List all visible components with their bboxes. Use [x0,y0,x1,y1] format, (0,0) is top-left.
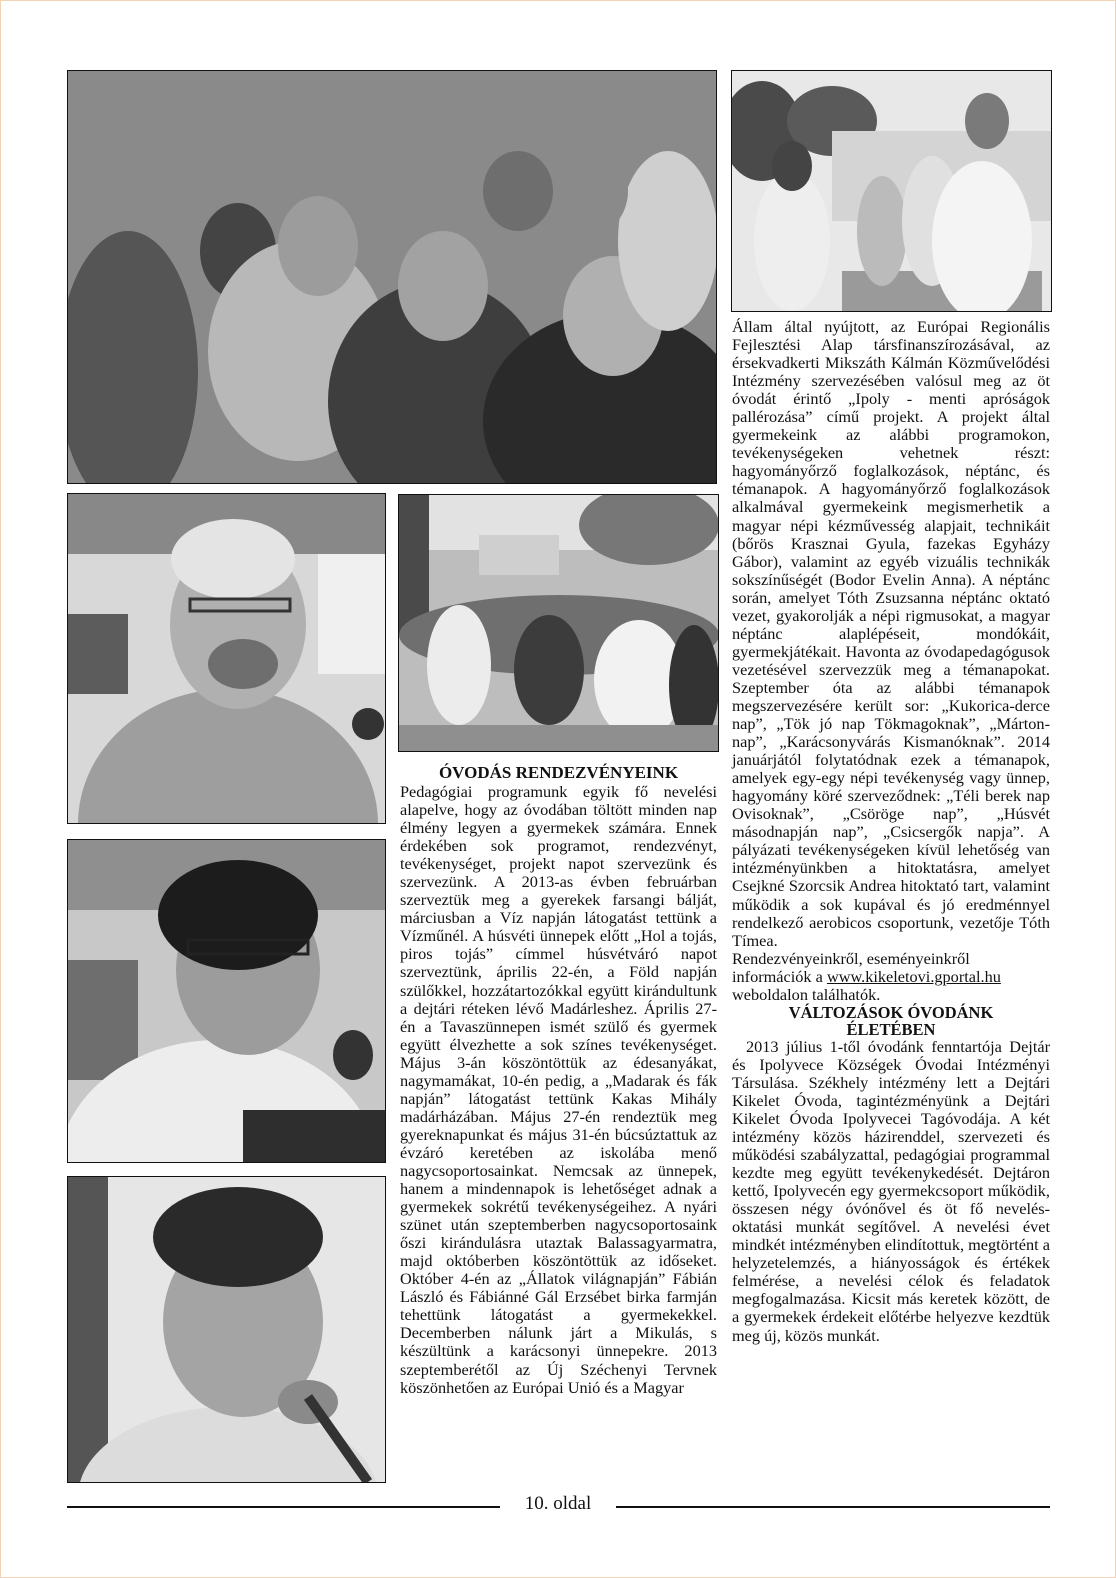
article-2-body: 2013 július 1-től óvodánk fenntartója Dejtár és Ipolyvece Községek Óvodai Intézményi Társulása. Székhely intézmény lett a Dejtári Kikelet Óvoda, tagintézményünk a Dejtári Kikelet Óvoda Ipolyvecei Tagóvodája. A két intézmény közös házirenddel, szervezeti és működési szabályzattal, pedagógiai programmal kezdte meg együtt tevékenykedését. Dejtáron kettő, Ipolyvecén egy gyermekcsoport működik, összesen négy óvónővel és öt fő nevelés-oktatási munkát segítővel. A nevelési évet mindkét intézményben elindítottuk, megtörtént a helyzetelemzés, a hiányosságok és értékek felmérése, a nevelési célok és feladatok megfogalmazása. Kicsit más keretek között, de a gyermekek érdekeit előtérbe helyezve kezdtük meg új, közös munkát. [732,1036,1050,1345]
article-body-part-2: Állam által nyújtott, az Európai Regionális Fejlesztési Alap társfinanszírozásával, az érsekvadkerti Mikszáth Kálmán Közművelődési Intézmény szervezésében valósul meg az öt óvodát érintő „Ipoly - menti apróságok pallérozása” című projekt. A projekt által gyermekeink az alábbi programokon, tevékenységeken vehetnek részt: hagyományőrző foglalkozások, néptánc, és témanapok. A hagyományőrző foglalkozások alkalmával gyermekeink megismerhetik a magyar népi kézművesség alapjait, technikáit (bőrös Krasznai Gyula, fazekas Egyházy Gábor), valamint az egyéb vizuális technikák sokszínűségét (Bodor Evelin Anna). A néptánc során, amelyet Tóth Zsuzsanna néptánc oktató vezet, gyakorolják a népi rigmusokat, a magyar néptánc alaplépéseit, mondókáit, gyermekjátékait. Havonta az óvodapedagógusok vezetésével szervezzük meg a témanapokat. Szeptember óta az alábbi témanapok megszervezésére került sor: „Kukorica-derce nap”, „Tök jó nap Tökmagoknak”, „Márton-nap”, „Karácsonyvárás Kismanóknak”. 2014 januárjától folytatódnak ezek a témanapok, amelyek egy-egy népi tevékenység vagy ünnep, hagyomány köré szerveződnek: „Téli berek nap Ovisoknak”, „Csöröge nap”, „Húsvét másodnapján nap”, „Csicsergők napja”. A pályázati tevékenységeken kívül lehetőség van intézményünkben a hitoktatásra, amelyet Csejkné Szorcsik Andrea hitoktató tart, valamint működik a sok kupával és jó eredménnyel rendelkező aerobicos csoportunk, vezetője Tóth Tímea. [732,317,1050,950]
article-title: ÓVODÁS RENDEZVÉNYEINK [438,763,679,782]
article-body-part-1: Pedagógiai programunk egyik fő nevelési alapelve, hogy az óvodában töltött minden nap élmény legyen a gyermekek számára. Ennek érdekében sok programot, rendezvényt, tevékenységet, projekt napot szervezünk és szervezünk. A 2013-as évben februárban szerveztük meg a gyerekek farsangi bálját, márciusban a Víz napján látogatást tettünk a Vízműnél. A húsvéti ünnepek előtt „Hol a tojás, piros tojás” címmel húsvétváró napot szerveztünk, április 22-én, a Föld napján szülőkkel, hozzátartozókkal együtt kirándultunk a dejtári réteken lévő Madárleshez. Április 27-én a Tavaszünnepen ismét szülő és gyermek együtt élvezhette a sok színes tevékenységet. Május 3-án köszöntöttük az édesanyákat, nagymamákat, 10-én pedig, a „Madarak és fák napján” látogatást tettünk Kakas Mihály madárházában. Május 27-én rendeztük meg gyereknapunkat és május 31-én búcsúztattuk az évzáró keretében az iskolába menő nagycsoportosainkat. Nemcsak az ünnepek, hanem a mindennapok is lehetőséget adnak a gyermekek sokrétű tevékenységeihez. A nyári szünet után szeptemberben nagycsoportosaink őszi kirándulásra utaztak Balassagyarmatra, majd októberben köszöntöttük az időseket. Október 4-én az „Állatok világnapján” Fábián László és Fábiánné Gál Erzsébet birka farmján tehettünk látogatást a gyermekekkel. Decemberben nálunk járt a Mikulás, s készültünk a karácsonyi ünnepekre. 2013 szeptemberétől az Új Széchenyi Tervnek köszönhetően az Európai Unió és a Magyar [400,782,717,1397]
website-link[interactable]: www.kikeletovi.gportal.hu [826,966,1001,986]
info-text-before: Rendezvényeinkről, eseményeinkről információk a [732,948,970,986]
speaker-woman-photo [67,839,386,1163]
info-paragraph [732,950,1050,1004]
group-photo [731,70,1052,312]
speaker-woman-2-photo [67,1176,386,1483]
footer-rule-left [67,1506,500,1508]
page-number: 10. oldal [524,1493,592,1514]
footer-rule-right [616,1506,1050,1508]
audience-photo [67,70,717,484]
article-2-title: VÁLTOZÁSOK ÓVODÁNK ÉLETÉBEN [788,1002,994,1039]
garden-event-photo [398,494,719,752]
speaker-man-photo [67,493,386,824]
article-column-2 [732,318,1050,1345]
info-text-after: weboldalon találhatók. [732,984,881,1004]
article-column-1 [400,764,717,1397]
